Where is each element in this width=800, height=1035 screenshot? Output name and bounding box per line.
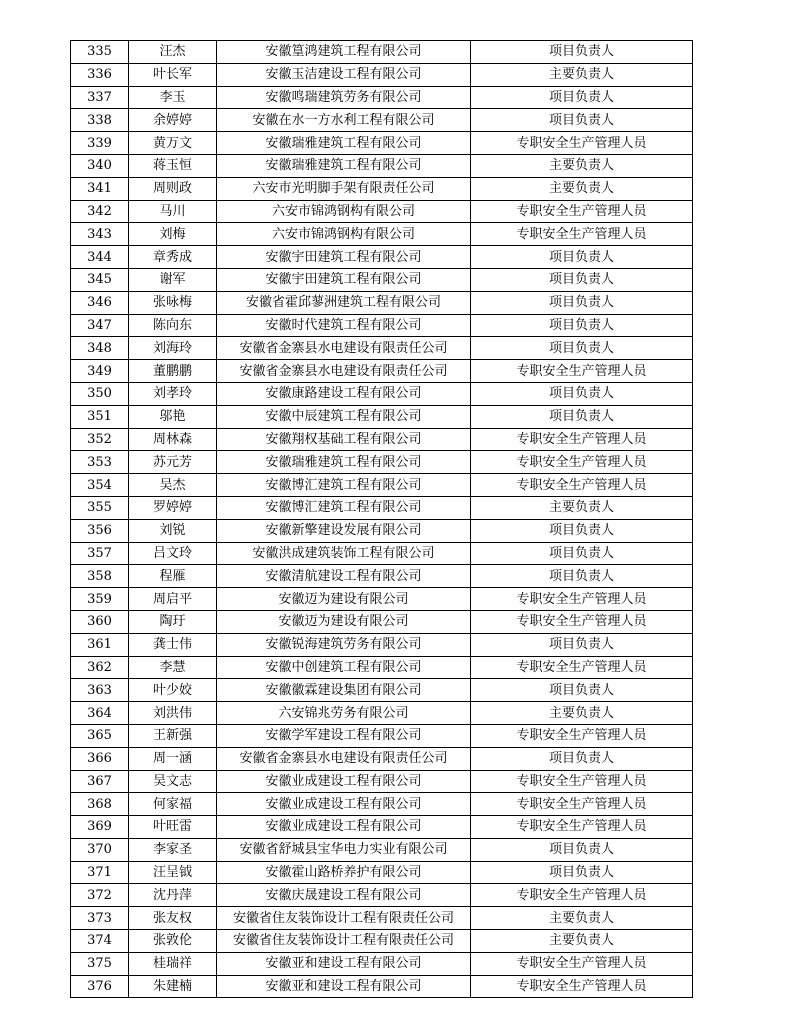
company-name-cell: 安徽清航建设工程有限公司 [217,565,471,588]
person-name-cell: 章秀成 [129,246,217,269]
table-row [71,838,693,861]
table-row [71,702,693,725]
person-name-cell: 张敦伦 [129,930,217,953]
person-name-cell: 刘锐 [129,519,217,542]
table-row [71,132,693,155]
serial-number-cell: 344 [71,246,129,269]
serial-number-cell: 373 [71,907,129,930]
company-name-cell: 安徽玉洁建设工程有限公司 [217,63,471,86]
role-cell: 主要负责人 [471,496,693,519]
company-name-cell: 六安市光明脚手架有限责任公司 [217,177,471,200]
serial-number-cell: 351 [71,405,129,428]
table-row [71,109,693,132]
table-row [71,63,693,86]
person-name-cell: 沈丹萍 [129,884,217,907]
person-name-cell: 刘洪伟 [129,702,217,725]
person-name-cell: 陶玗 [129,610,217,633]
person-name-cell: 张咏梅 [129,291,217,314]
person-name-cell: 周则政 [129,177,217,200]
role-cell: 专职安全生产管理人员 [471,428,693,451]
person-name-cell: 程雁 [129,565,217,588]
role-cell: 专职安全生产管理人员 [471,360,693,383]
company-name-cell: 安徽学军建设工程有限公司 [217,724,471,747]
person-name-cell: 董鹏鹏 [129,360,217,383]
company-name-cell: 安徽锐海建筑劳务有限公司 [217,633,471,656]
serial-number-cell: 348 [71,337,129,360]
table-row [71,360,693,383]
company-name-cell: 安徽博汇建筑工程有限公司 [217,474,471,497]
person-name-cell: 吴文志 [129,770,217,793]
serial-number-cell: 352 [71,428,129,451]
person-name-cell: 陈向东 [129,314,217,337]
company-name-cell: 安徽康路建设工程有限公司 [217,382,471,405]
company-name-cell: 安徽时代建筑工程有限公司 [217,314,471,337]
person-name-cell: 李慧 [129,656,217,679]
role-cell: 项目负责人 [471,382,693,405]
person-name-cell: 李玉 [129,86,217,109]
person-name-cell: 张友权 [129,907,217,930]
serial-number-cell: 359 [71,588,129,611]
company-name-cell: 安徽瑞雅建筑工程有限公司 [217,132,471,155]
role-cell: 专职安全生产管理人员 [471,451,693,474]
role-cell: 项目负责人 [471,519,693,542]
table-row [71,770,693,793]
table-row [71,246,693,269]
person-name-cell: 刘梅 [129,223,217,246]
table-row [71,952,693,975]
company-name-cell: 安徽业成建设工程有限公司 [217,816,471,839]
serial-number-cell: 338 [71,109,129,132]
person-name-cell: 叶旺雷 [129,816,217,839]
serial-number-cell: 368 [71,793,129,816]
company-name-cell: 安徽业成建设工程有限公司 [217,770,471,793]
table-row [71,86,693,109]
person-name-cell: 何家福 [129,793,217,816]
serial-number-cell: 357 [71,542,129,565]
table-row [71,542,693,565]
role-cell: 项目负责人 [471,542,693,565]
role-cell: 项目负责人 [471,41,693,64]
serial-number-cell: 361 [71,633,129,656]
company-name-cell: 安徽亚和建设工程有限公司 [217,975,471,998]
serial-number-cell: 370 [71,838,129,861]
table-row [71,565,693,588]
serial-number-cell: 367 [71,770,129,793]
serial-number-cell: 341 [71,177,129,200]
roster-table [70,40,693,998]
role-cell: 项目负责人 [471,86,693,109]
serial-number-cell: 349 [71,360,129,383]
person-name-cell: 朱建楠 [129,975,217,998]
serial-number-cell: 347 [71,314,129,337]
table-row [71,291,693,314]
company-name-cell: 安徽省金寨县水电建设有限责任公司 [217,337,471,360]
person-name-cell: 马川 [129,200,217,223]
person-name-cell: 周林森 [129,428,217,451]
person-name-cell: 李家圣 [129,838,217,861]
table-row [71,930,693,953]
role-cell: 专职安全生产管理人员 [471,816,693,839]
person-name-cell: 王新强 [129,724,217,747]
role-cell: 专职安全生产管理人员 [471,132,693,155]
person-name-cell: 罗婷婷 [129,496,217,519]
roster-body [71,41,693,998]
company-name-cell: 安徽省住友装饰设计工程有限责任公司 [217,907,471,930]
table-row [71,223,693,246]
role-cell: 项目负责人 [471,747,693,770]
table-row [71,200,693,223]
table-row [71,451,693,474]
person-name-cell: 黄万文 [129,132,217,155]
company-name-cell: 安徽迈为建设有限公司 [217,610,471,633]
company-name-cell: 安徽业成建设工程有限公司 [217,793,471,816]
company-name-cell: 安徽省金寨县水电建设有限责任公司 [217,747,471,770]
table-row [71,633,693,656]
serial-number-cell: 364 [71,702,129,725]
person-name-cell: 汪呈钺 [129,861,217,884]
serial-number-cell: 369 [71,816,129,839]
company-name-cell: 安徽省霍邱蓼洲建筑工程有限公司 [217,291,471,314]
serial-number-cell: 365 [71,724,129,747]
serial-number-cell: 366 [71,747,129,770]
table-row [71,816,693,839]
serial-number-cell: 339 [71,132,129,155]
role-cell: 专职安全生产管理人员 [471,223,693,246]
person-name-cell: 汪杰 [129,41,217,64]
serial-number-cell: 354 [71,474,129,497]
table-row [71,177,693,200]
company-name-cell: 六安锦兆劳务有限公司 [217,702,471,725]
company-name-cell: 安徽亚和建设工程有限公司 [217,952,471,975]
role-cell: 项目负责人 [471,314,693,337]
person-name-cell: 刘孝玲 [129,382,217,405]
person-name-cell: 叶长军 [129,63,217,86]
table-row [71,41,693,64]
serial-number-cell: 360 [71,610,129,633]
person-name-cell: 谢军 [129,268,217,291]
table-row [71,428,693,451]
table-row [71,724,693,747]
role-cell: 项目负责人 [471,861,693,884]
person-name-cell: 余婷婷 [129,109,217,132]
serial-number-cell: 336 [71,63,129,86]
serial-number-cell: 356 [71,519,129,542]
company-name-cell: 安徽洪成建筑装饰工程有限公司 [217,542,471,565]
role-cell: 项目负责人 [471,679,693,702]
person-name-cell: 叶少姣 [129,679,217,702]
role-cell: 专职安全生产管理人员 [471,770,693,793]
company-name-cell: 安徽博汇建筑工程有限公司 [217,496,471,519]
table-row [71,382,693,405]
company-name-cell: 安徽篁鸿建筑工程有限公司 [217,41,471,64]
company-name-cell: 安徽庆晟建设工程有限公司 [217,884,471,907]
person-name-cell: 蒋玉恒 [129,154,217,177]
role-cell: 专职安全生产管理人员 [471,588,693,611]
serial-number-cell: 371 [71,861,129,884]
serial-number-cell: 375 [71,952,129,975]
person-name-cell: 吕文玲 [129,542,217,565]
company-name-cell: 安徽在水一方水利工程有限公司 [217,109,471,132]
company-name-cell: 安徽宇田建筑工程有限公司 [217,246,471,269]
company-name-cell: 安徽省舒城县宝华电力实业有限公司 [217,838,471,861]
role-cell: 专职安全生产管理人员 [471,952,693,975]
company-name-cell: 安徽鸣瑞建筑劳务有限公司 [217,86,471,109]
person-name-cell: 龚士伟 [129,633,217,656]
table-row [71,588,693,611]
table-row [71,519,693,542]
company-name-cell: 安徽迈为建设有限公司 [217,588,471,611]
serial-number-cell: 355 [71,496,129,519]
company-name-cell: 六安市锦鸿钢构有限公司 [217,223,471,246]
table-row [71,861,693,884]
role-cell: 项目负责人 [471,337,693,360]
serial-number-cell: 376 [71,975,129,998]
serial-number-cell: 335 [71,41,129,64]
role-cell: 专职安全生产管理人员 [471,200,693,223]
role-cell: 项目负责人 [471,268,693,291]
company-name-cell: 安徽中辰建筑工程有限公司 [217,405,471,428]
role-cell: 项目负责人 [471,291,693,314]
table-row [71,884,693,907]
serial-number-cell: 363 [71,679,129,702]
table-row [71,656,693,679]
serial-number-cell: 346 [71,291,129,314]
person-name-cell: 吴杰 [129,474,217,497]
person-name-cell: 邬艳 [129,405,217,428]
serial-number-cell: 340 [71,154,129,177]
serial-number-cell: 342 [71,200,129,223]
company-name-cell: 安徽宇田建筑工程有限公司 [217,268,471,291]
role-cell: 专职安全生产管理人员 [471,724,693,747]
table-row [71,975,693,998]
role-cell: 项目负责人 [471,109,693,132]
role-cell: 主要负责人 [471,177,693,200]
role-cell: 主要负责人 [471,702,693,725]
role-cell: 主要负责人 [471,907,693,930]
table-row [71,793,693,816]
company-name-cell: 安徽省金寨县水电建设有限责任公司 [217,360,471,383]
table-row [71,474,693,497]
serial-number-cell: 343 [71,223,129,246]
role-cell: 主要负责人 [471,154,693,177]
person-name-cell: 苏元芳 [129,451,217,474]
role-cell: 项目负责人 [471,246,693,269]
table-row [71,154,693,177]
serial-number-cell: 362 [71,656,129,679]
table-row [71,747,693,770]
role-cell: 专职安全生产管理人员 [471,884,693,907]
serial-number-cell: 374 [71,930,129,953]
role-cell: 项目负责人 [471,565,693,588]
serial-number-cell: 372 [71,884,129,907]
role-cell: 专职安全生产管理人员 [471,474,693,497]
role-cell: 项目负责人 [471,838,693,861]
table-row [71,268,693,291]
role-cell: 专职安全生产管理人员 [471,656,693,679]
table-row [71,496,693,519]
role-cell: 项目负责人 [471,405,693,428]
table-row [71,679,693,702]
person-name-cell: 周启平 [129,588,217,611]
company-name-cell: 安徽瑞雅建筑工程有限公司 [217,154,471,177]
company-name-cell: 安徽徽霖建设集团有限公司 [217,679,471,702]
role-cell: 专职安全生产管理人员 [471,610,693,633]
company-name-cell: 安徽新擎建设发展有限公司 [217,519,471,542]
role-cell: 专职安全生产管理人员 [471,793,693,816]
company-name-cell: 安徽中创建筑工程有限公司 [217,656,471,679]
table-row [71,405,693,428]
person-name-cell: 周一涵 [129,747,217,770]
serial-number-cell: 358 [71,565,129,588]
role-cell: 项目负责人 [471,633,693,656]
serial-number-cell: 353 [71,451,129,474]
company-name-cell: 安徽翔权基础工程有限公司 [217,428,471,451]
serial-number-cell: 345 [71,268,129,291]
table-row [71,907,693,930]
serial-number-cell: 350 [71,382,129,405]
serial-number-cell: 337 [71,86,129,109]
person-name-cell: 桂瑞祥 [129,952,217,975]
table-row [71,314,693,337]
role-cell: 主要负责人 [471,63,693,86]
company-name-cell: 安徽瑞雅建筑工程有限公司 [217,451,471,474]
company-name-cell: 六安市锦鸿钢构有限公司 [217,200,471,223]
company-name-cell: 安徽霍山路桥养护有限公司 [217,861,471,884]
company-name-cell: 安徽省住友装饰设计工程有限责任公司 [217,930,471,953]
person-name-cell: 刘海玲 [129,337,217,360]
role-cell: 专职安全生产管理人员 [471,975,693,998]
table-row [71,610,693,633]
table-row [71,337,693,360]
role-cell: 主要负责人 [471,930,693,953]
